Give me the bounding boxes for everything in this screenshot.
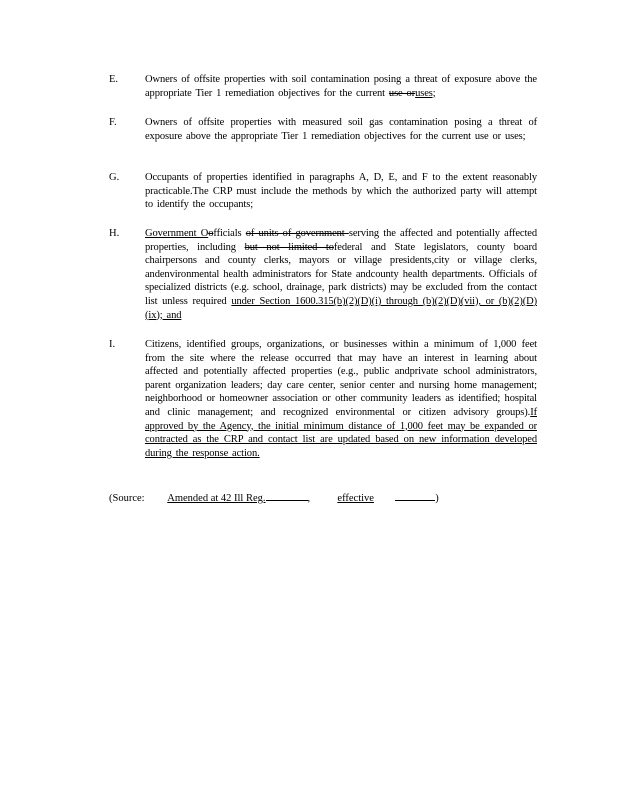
struck-text: but not limited to <box>244 241 334 253</box>
item-letter: G. <box>109 172 120 183</box>
text-segment: fficials <box>213 228 246 239</box>
item-text <box>145 73 537 100</box>
item-text <box>145 171 537 212</box>
item-text <box>145 116 537 143</box>
inserted-text: Government O <box>145 228 209 239</box>
source-amended: Amended at 42 Ill Reg. <box>167 493 266 504</box>
item-letter: E. <box>109 74 119 85</box>
text-segment: Owners of offsite properties with measured soil gas contamination posing a threat of exposure above the appropriate Tier 1 remediation objectives for the current use or uses; <box>145 117 537 142</box>
text-segment: Owners of offsite properties with soil contamination posing a threat of exposure above the appropriate Tier 1 remediation objectives for the current <box>145 74 537 99</box>
date-blank-reg <box>266 490 308 501</box>
text-segment: federal and State legislators, county board chairpersons and county clerks, mayors or village presidents,city or village clerks, andenvironmental health administrators for State andcounty health departments. Officials of specialized districts (e.g. school, drainage, park districts) may be excluded from the contact list unless required <box>145 241 538 307</box>
inserted-text: If approved by the Agency, the initial minimum distance of 1,000 feet may be expanded or contracted as the CRP and contact list are updated based on new information developed during the response action. <box>145 406 537 459</box>
inserted-text: under Section 1600.315(b)(2)(D)(i) through (b)(2)(D)(vii), or (b)(2)(D)(ix); and <box>145 295 538 321</box>
text-segment: serving the affected and potentially affected properties, including <box>145 228 537 253</box>
struck-text: of units of government <box>245 228 349 239</box>
struck-text: use or <box>388 87 416 99</box>
source-note <box>109 490 539 506</box>
item-letter: F. <box>109 117 117 128</box>
inserted-text: uses; <box>415 87 436 99</box>
text-segment: Citizens, identified groups, organizations, or businesses within a minimum of 1,000 feet from the site where the release occurred that may have an interest in learning about affected and potentially affected properties (e.g., public andprivate school administrators, parent organization leaders; day care center, senior center and nursing home management; neighborhood or homeowner association or other community leaders as identified; hospital and clinic management; and recognized environmental or citizen advisory groups). <box>145 339 537 418</box>
source-suffix: ) <box>435 493 439 504</box>
item-text <box>145 227 537 322</box>
item-letter: I. <box>109 339 116 350</box>
struck-text: o <box>208 228 214 239</box>
source-prefix: (Source: <box>109 493 145 504</box>
text-segment: Occupants of properties identified in paragraphs A, D, E, and F to the extent reasonably practicable.The CRP must include the methods by which the authorized party will attempt to identify the occupants; <box>145 172 537 211</box>
item-letter: H. <box>109 228 120 239</box>
source-comma: , <box>307 493 311 504</box>
date-blank-effective <box>395 490 435 501</box>
source-effective: effective <box>337 493 374 504</box>
item-text <box>145 338 537 460</box>
